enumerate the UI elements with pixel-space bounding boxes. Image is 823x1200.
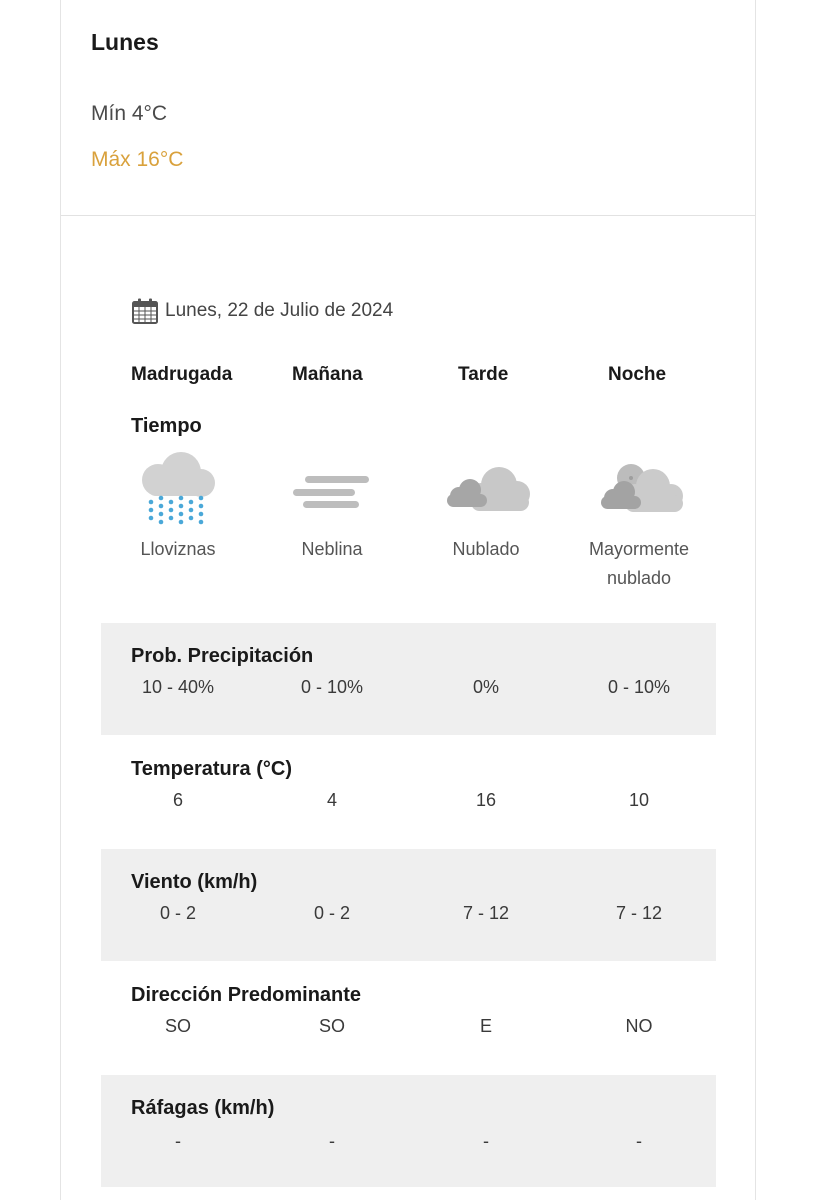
precipitation-manana: 0 - 10%: [300, 677, 364, 697]
precipitation-row: [101, 623, 716, 735]
wind-tarde: 7 - 12: [462, 903, 510, 923]
mostly-cloudy-night-icon: [597, 450, 687, 530]
gusts-row: [101, 1075, 716, 1187]
min-temperature: Mín 4°C: [91, 102, 168, 125]
wind-noche: 7 - 12: [615, 903, 663, 923]
temperature-madrugada: 6: [172, 790, 183, 810]
wind-madrugada: 0 - 2: [159, 903, 197, 923]
gusts-manana: -: [329, 1131, 335, 1151]
calendar-icon: [131, 297, 159, 325]
date-text: Lunes, 22 de Julio de 2024: [165, 300, 394, 321]
precipitation-tarde: 0%: [472, 677, 499, 697]
weather-desc-noche: Mayormente nublado: [588, 539, 690, 588]
weather-desc-manana: Neblina: [301, 539, 363, 559]
wind-label: Viento (km/h): [131, 871, 258, 893]
gusts-tarde: -: [483, 1131, 489, 1151]
temperature-label: Temperatura (°C): [131, 758, 292, 780]
weather-label: Tiempo: [131, 415, 202, 437]
temperature-manana: 4: [326, 790, 337, 810]
gusts-noche: -: [636, 1131, 642, 1151]
wind-direction-madrugada: SO: [164, 1016, 191, 1036]
wind-manana: 0 - 2: [313, 903, 351, 923]
wind-row: [101, 849, 716, 961]
cloudy-icon: [443, 450, 533, 530]
wind-direction-noche: NO: [625, 1016, 653, 1036]
wind-direction-tarde: E: [479, 1016, 492, 1036]
precipitation-madrugada: 10 - 40%: [141, 677, 215, 697]
wind-direction-row: [101, 962, 716, 1074]
gusts-madrugada: -: [175, 1131, 181, 1151]
wind-direction-label: Dirección Predominante: [131, 984, 362, 1006]
temperature-tarde: 16: [475, 790, 497, 810]
period-manana: Mañana: [292, 364, 363, 385]
fog-icon: [289, 450, 379, 530]
temperature-noche: 10: [628, 790, 650, 810]
wind-direction-manana: SO: [318, 1016, 345, 1036]
gusts-label: Ráfagas (km/h): [131, 1097, 275, 1119]
forecast-date: [131, 297, 393, 325]
period-madrugada: Madrugada: [131, 364, 233, 385]
weather-desc-madrugada: Lloviznas: [140, 539, 216, 559]
forecast-card: [60, 0, 756, 1200]
weather-desc-tarde: Nublado: [452, 539, 520, 559]
period-noche: Noche: [608, 364, 667, 385]
day-title: Lunes: [91, 29, 159, 55]
max-temperature: Máx 16°C: [91, 148, 184, 171]
drizzle-icon: [133, 450, 223, 530]
period-tarde: Tarde: [458, 364, 509, 385]
precipitation-noche: 0 - 10%: [607, 677, 671, 697]
precipitation-label: Prob. Precipitación: [131, 645, 314, 667]
day-summary[interactable]: [61, 0, 755, 216]
temperature-row: [101, 736, 716, 848]
